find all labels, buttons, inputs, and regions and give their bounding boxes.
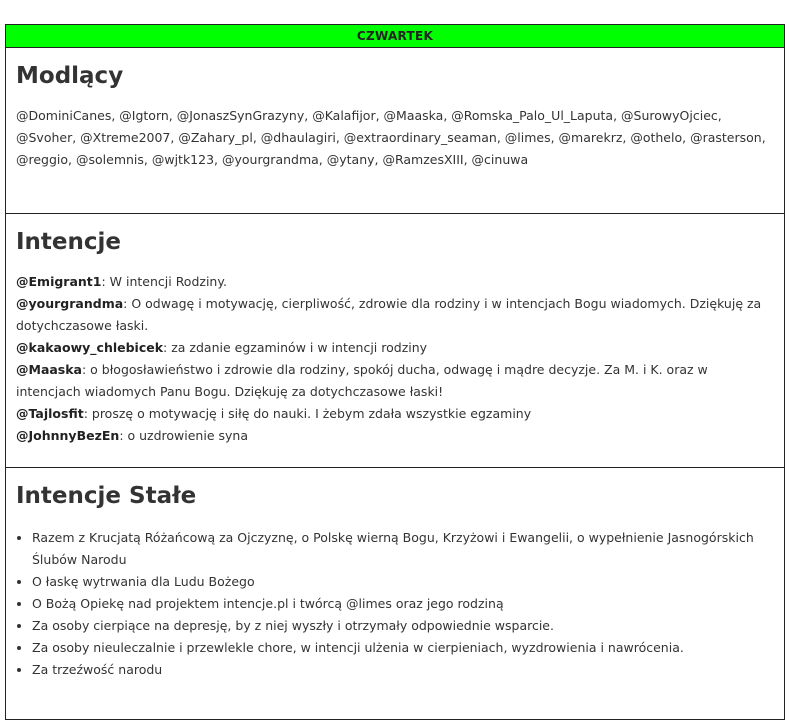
- intention-item: [16, 425, 774, 447]
- intention-author[interactable]: @Tajlosfit: [16, 406, 84, 421]
- intention-author[interactable]: @JohnnyBezEn: [16, 428, 120, 443]
- intention-text: : o błogosławieństwo i zdrowie dla rodziny, spokój ducha, odwagę i mądre decyzje. Za M. i K. oraz w intencjach wiadomych Panu Bogu. Dziękuję za dotychczasowe łaski!: [16, 362, 708, 399]
- praying-title: Modlący: [16, 63, 124, 89]
- day-header: CZWARTEK: [6, 25, 784, 48]
- intention-text: : W intencji Rodziny.: [101, 274, 227, 289]
- intentions-section: [6, 213, 784, 467]
- intention-text: : proszę o motywację i siłę do nauki. I żebym zdała wszystkie egzaminy: [83, 406, 532, 421]
- permanent-intentions-list: [16, 527, 774, 681]
- intention-author[interactable]: @Emigrant1: [16, 274, 102, 289]
- intentions-title: Intencje: [16, 229, 122, 255]
- permanent-intentions-title: Intencje Stałe: [16, 483, 197, 509]
- intention-author[interactable]: @yourgrandma: [16, 296, 124, 311]
- intention-author[interactable]: @Maaska: [16, 362, 82, 377]
- intention-item: [16, 271, 774, 293]
- permanent-intention-item: • Za osoby nieuleczalnie i przewlekle chore, w intencji ulżenia w cierpieniach, wyzdrowienia i nawrócenia.: [32, 637, 774, 659]
- permanent-intentions-section: [6, 467, 784, 718]
- permanent-intention-item: • Za trzeźwość narodu: [32, 659, 774, 681]
- intention-author[interactable]: @kakaowy_chlebicek: [16, 340, 164, 355]
- permanent-intention-item: • O łaskę wytrwania dla Ludu Bożego: [32, 571, 774, 593]
- intention-text: : O odwagę i motywację, cierpliwość, zdrowie dla rodziny i w intencjach Bogu wiadomych. Dziękuję za dotychczasowe łaski.: [16, 296, 762, 333]
- intention-item: [16, 293, 774, 337]
- praying-users-list: @DominiCanes, @Igtorn, @JonaszSynGrazyny, @Kalafijor, @Maaska, @Romska_Palo_Ul_Laputa, @SurowyOjciec, @Svoher, @Xtreme2007, @Zahary_pl, @dhaulagiri, @extraordinary_seaman, @limes, @marekrz, @othelo, @rasterson, @reggio, @solemnis, @wjtk123, @yourgrandma, @ytany, @RamzesXIII, @cinuwa: [16, 108, 766, 167]
- permanent-intention-item: • O Bożą Opiekę nad projektem intencje.pl i twórcą @limes oraz jego rodziną: [32, 593, 774, 615]
- permanent-intention-item: • Za osoby cierpiące na depresję, by z niej wyszły i otrzymały odpowiednie wsparcie.: [32, 615, 774, 637]
- intention-item: [16, 403, 774, 425]
- permanent-intention-item: • Razem z Krucjatą Różańcową za Ojczyznę, o Polskę wierną Bogu, Krzyżowi i Ewangelii, o wypełnienie Jasnogórskich Ślubów Narodu: [32, 527, 774, 571]
- intention-text: : o uzdrowienie syna: [119, 428, 248, 443]
- intention-text: : za zdanie egzaminów i w intencji rodziny: [163, 340, 428, 355]
- intentions-list: [16, 271, 774, 447]
- intention-item: [16, 337, 774, 359]
- day-card: [5, 24, 785, 720]
- praying-section: [6, 48, 784, 213]
- intention-item: [16, 359, 774, 403]
